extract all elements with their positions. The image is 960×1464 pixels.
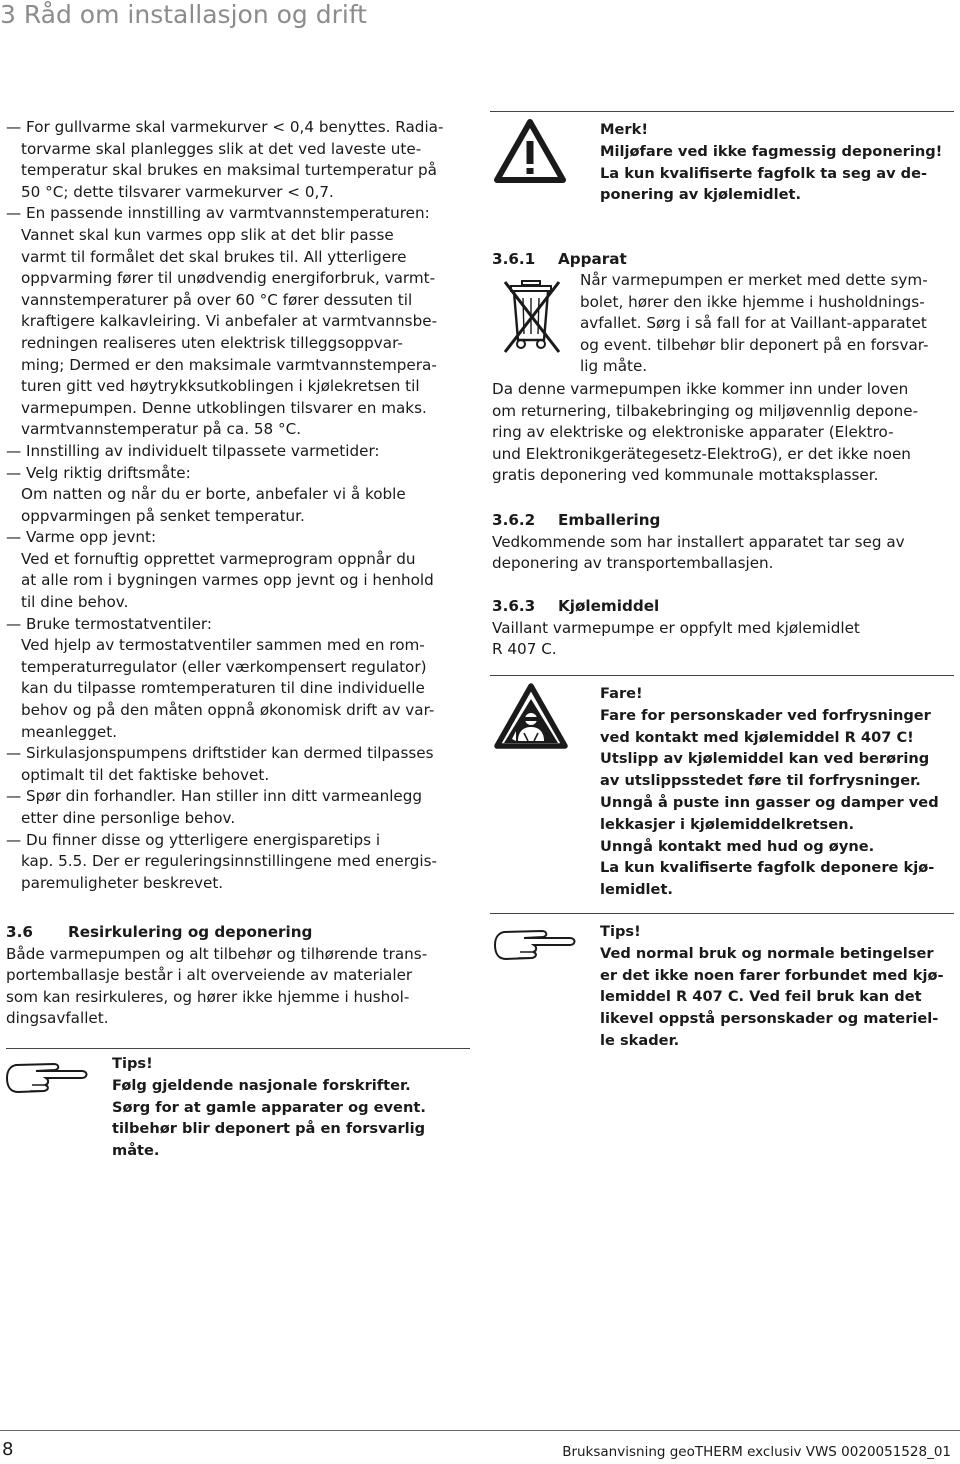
text-line: kap. 5.5. Der er reguleringsinnstillingene med energis- — [21, 852, 437, 871]
note-line: måte. — [112, 1142, 160, 1160]
note-line: le skader. — [600, 1031, 680, 1049]
text-line: Både varmepumpen og alt tilbehør og tilhørende trans- — [6, 944, 428, 963]
note-line: Unngå kontakt med hud og øyne. — [600, 837, 875, 855]
note-line: er det ikke noen farer forbundet med kjø- — [600, 966, 944, 984]
text-line: — Du finner disse og ytterligere energisparetips i — [6, 830, 381, 849]
text-line: Om natten og når du er borte, anbefaler vi å koble — [21, 485, 406, 504]
section-3-6-1-body — [492, 379, 958, 487]
text-line: Ved et fornuftig opprettet varmeprogram oppnår du — [21, 549, 416, 568]
text-line: kraftigere kalkavleiring. Vi anbefaler at varmtvannsbe- — [21, 312, 438, 331]
text-line: — Velg riktig driftsmåte: — [6, 463, 191, 482]
section-number: 3.6 — [6, 923, 33, 941]
text-line: varmtvannstemperatur på ca. 58 °C. — [21, 420, 302, 439]
note-line: La kun kvalifiserte fagfolk deponere kjø- — [600, 859, 935, 877]
text-line: Ved hjelp av termostatventiler sammen med en rom- — [21, 636, 425, 655]
text-line: lig måte. — [580, 357, 648, 376]
text-line: ring av elektriske og elektroniske apparater (Elektro- — [492, 423, 894, 442]
text-line: portemballasje består i alt overveiende av materialer — [6, 966, 413, 985]
text-line: gratis deponering ved kommunale mottaksplasser. — [492, 466, 879, 485]
text-line: R 407 C. — [492, 640, 557, 659]
text-line: dingsavfallet. — [6, 1009, 109, 1028]
note-line: lemiddel R 407 C. Ved feil bruk kan det — [600, 988, 922, 1006]
section-title: Kjølemiddel — [558, 597, 660, 615]
section-3-6 — [6, 922, 472, 1030]
left-column-text — [6, 117, 466, 894]
note-line: Ved normal bruk og normale betingelser — [600, 944, 934, 962]
note-divider — [6, 1048, 470, 1049]
section-3-6-2 — [492, 510, 958, 575]
note-line: Fare for personskader ved forfrysninger — [600, 706, 931, 724]
section-heading — [492, 596, 958, 618]
note-heading: Merk! — [600, 121, 648, 138]
text-line: — For gullvarme skal varmekurver < 0,4 benyttes. Radia- — [6, 118, 444, 136]
section-heading — [6, 922, 472, 944]
section-heading — [492, 510, 958, 532]
note-line: Sørg for at gamle apparater og event. — [112, 1098, 426, 1116]
text-line: 50 °C; dette tilsvarer varmekurver < 0,7. — [21, 182, 334, 201]
text-line: torvarme skal planlegges slik at det ved laveste ute- — [21, 139, 422, 158]
note-line: Utslipp av kjølemiddel kan ved berøring — [600, 750, 930, 768]
note-line: Følg gjeldende nasjonale forskrifter. — [112, 1076, 411, 1094]
text-line: varmepumpen. Denne utkoblingen tilsvarer en maks. — [21, 398, 427, 417]
text-line: optimalt til det faktiske behovet. — [21, 765, 270, 784]
text-line: — Sirkulasjonspumpens driftstider kan dermed tilpasses — [6, 744, 434, 763]
note-divider — [490, 675, 954, 676]
text-line: oppvarming fører til unødvendig energiforbruk, varmt- — [21, 269, 436, 288]
tip-note-right — [600, 921, 958, 1052]
note-line: tilbehør blir deponert på en forsvarlig — [112, 1120, 426, 1138]
note-heading: Fare! — [600, 685, 643, 702]
section-3-6-1-heading — [492, 249, 952, 271]
section-title: Emballering — [558, 511, 661, 529]
note-line: ponering av kjølemidlet. — [600, 186, 802, 204]
text-line: kan du tilpasse romtemperaturen til dine individuelle — [21, 679, 425, 698]
pointing-hand-icon — [492, 923, 580, 963]
text-line: Vaillant varmepumpe er oppfylt med kjølemidlet — [492, 618, 860, 637]
text-line: varmt til formålet det skal brukes til. All ytterligere — [21, 247, 407, 266]
note-divider — [490, 111, 954, 112]
text-line: vannstemperaturer på over 60 °C fører dessuten til — [21, 290, 413, 309]
text-line: behov og på den måten oppnå økonomisk drift av var- — [21, 701, 435, 720]
note-line: Miljøfare ved ikke fagmessig deponering! — [600, 142, 943, 160]
note-heading: Tips! — [600, 923, 641, 940]
text-line: Når varmepumpen er merket med dette sym- — [580, 271, 928, 289]
text-line: temperaturregulator (eller værkompensert regulator) — [21, 657, 427, 676]
note-line: lekkasjer i kjølemiddelkretsen. — [600, 815, 855, 833]
page-header-title: 3 Råd om installasjon og drift — [0, 0, 367, 29]
section-heading — [492, 249, 952, 271]
section-title: Apparat — [558, 250, 627, 268]
text-line: — Innstilling av individuelt tilpassete varmetider: — [6, 441, 380, 460]
text-line: etter dine personlige behov. — [21, 809, 236, 827]
warning-triangle-icon — [494, 119, 566, 183]
text-line: meanlegget. — [21, 722, 118, 741]
section-title: Resirkulering og deponering — [68, 923, 313, 941]
text-line: turen gitt ved høytrykksutkoblingen i kjølekretsen til — [21, 377, 420, 396]
text-line: Vedkommende som har installert apparatet tar seg av — [492, 532, 905, 551]
section-number: 3.6.2 — [492, 511, 536, 529]
text-line: paremuligheter beskrevet. — [21, 873, 224, 892]
danger-note — [600, 683, 958, 901]
section-number: 3.6.1 — [492, 250, 536, 268]
text-line: om returnering, tilbakebringing og miljøvennlig depone- — [492, 401, 919, 420]
note-heading: Tips! — [112, 1055, 153, 1072]
crossed-out-bin-icon — [501, 278, 563, 358]
text-line: temperatur skal brukes en maksimal turtemperatur på — [21, 161, 437, 180]
text-line: deponering av transportemballasjen. — [492, 554, 774, 573]
text-line: at alle rom i bygningen varmes opp jevnt og i henhold — [21, 571, 434, 590]
section-3-6-3 — [492, 596, 958, 661]
text-line: Da denne varmepumpen ikke kommer inn under loven — [492, 380, 909, 398]
section-3-6-1-indented — [580, 270, 958, 378]
pointing-hand-icon — [4, 1056, 92, 1096]
text-line: og event. tilbehør blir deponert på en forsvar- — [580, 335, 929, 354]
note-line: likevel oppstå personskader og materiel- — [600, 1010, 939, 1028]
text-line: — Bruke termostatventiler: — [6, 614, 213, 633]
text-line: som kan resirkuleres, og hører ikke hjemme i hushol- — [6, 987, 410, 1006]
text-line: — En passende innstilling av varmtvannstemperaturen: — [6, 204, 430, 223]
footer-rule — [0, 1430, 960, 1431]
note-line: lemidlet. — [600, 881, 673, 899]
text-line: — Spør din forhandler. Han stiller inn ditt varmeanlegg — [6, 787, 423, 806]
note-line: La kun kvalifiserte fagfolk ta seg av de- — [600, 164, 928, 182]
note-divider — [490, 913, 954, 914]
warning-note — [600, 119, 958, 206]
note-line: Unngå å puste inn gasser og damper ved — [600, 793, 939, 811]
page-number: 8 — [2, 1439, 14, 1460]
note-line: ved kontakt med kjølemiddel R 407 C! — [600, 728, 914, 746]
protective-gear-warning-icon — [494, 683, 568, 749]
text-line: til dine behov. — [21, 593, 129, 612]
text-line: redningen realiseres uten elektrisk tilleggsoppvar- — [21, 333, 403, 352]
text-line: Vannet skal kun varmes opp slik at det blir passe — [21, 225, 394, 244]
text-line: bolet, hører den ikke hjemme i husholdnings- — [580, 292, 925, 311]
note-line: av utslippsstedet føre til forfrysninger. — [600, 772, 921, 790]
section-number: 3.6.3 — [492, 597, 536, 615]
tip-note-left — [112, 1053, 472, 1162]
text-line: und Elektronikgerätegesetz-ElektroG), er det ikke noen — [492, 444, 911, 463]
footer-document-title: Bruksanvisning geoTHERM exclusiv VWS 0020051528_01 — [562, 1444, 951, 1460]
text-line: — Varme opp jevnt: — [6, 528, 157, 547]
text-line: avfallet. Sørg i så fall for at Vaillant-apparatet — [580, 314, 927, 333]
text-line: ming; Dermed er den maksimale varmtvannstempera- — [21, 355, 437, 374]
text-line: oppvarmingen på senket temperatur. — [21, 506, 305, 525]
